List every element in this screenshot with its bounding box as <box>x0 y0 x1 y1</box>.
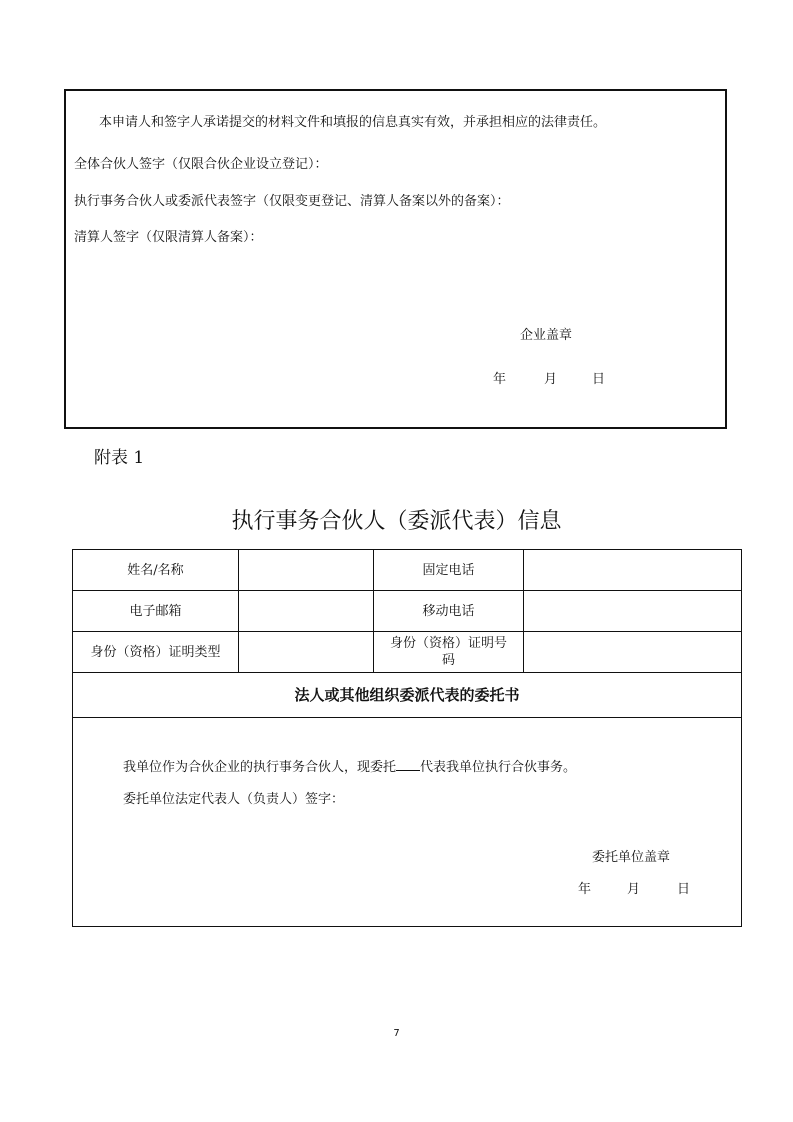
id-number-field[interactable] <box>524 632 742 673</box>
entrustment-date-year-label: 年 <box>578 882 592 897</box>
date-day-label: 日 <box>592 372 606 387</box>
name-label: 姓名/名称 <box>73 550 239 591</box>
entrustment-text <box>123 758 576 776</box>
table-row <box>73 632 742 673</box>
id-type-label: 身份（资格）证明类型 <box>73 632 239 673</box>
name-field[interactable] <box>239 550 374 591</box>
landline-label: 固定电话 <box>374 550 524 591</box>
delegate-name-blank[interactable] <box>396 758 420 771</box>
commitment-statement: 本申请人和签字人承诺提交的材料文件和填报的信息真实有效，并承担相应的法律责任。 <box>99 115 607 130</box>
enterprise-seal-label: 企业盖章 <box>520 328 573 343</box>
executive-partner-signature-label: 执行事务合伙人或委派代表签字（仅限变更登记、清算人备案以外的备案）： <box>74 194 510 209</box>
appendix-label: 附表 1 <box>94 448 145 468</box>
email-label: 电子邮箱 <box>73 591 239 632</box>
date-year-label: 年 <box>493 372 507 387</box>
table-row <box>73 718 742 927</box>
entrusting-unit-seal-label: 委托单位盖章 <box>592 850 671 865</box>
entrustment-date-day-label: 日 <box>677 882 691 897</box>
liquidator-signature-label: 清算人签字（仅限清算人备案）： <box>74 230 263 245</box>
entrustment-date-month-label: 月 <box>627 882 641 897</box>
commitment-box <box>64 89 727 429</box>
partner-info-table <box>72 549 742 927</box>
mobile-label: 移动电话 <box>374 591 524 632</box>
legal-rep-signature-label: 委托单位法定代表人（负责人）签字： <box>123 792 345 807</box>
table-row <box>73 673 742 718</box>
id-type-field[interactable] <box>239 632 374 673</box>
date-month-label: 月 <box>544 372 558 387</box>
email-field[interactable] <box>239 591 374 632</box>
entrustment-text-before: 我单位作为合伙企业的执行事务合伙人，现委托 <box>123 760 397 775</box>
entrustment-heading: 法人或其他组织委派代表的委托书 <box>73 673 742 718</box>
all-partners-signature-label: 全体合伙人签字（仅限合伙企业设立登记）： <box>74 157 328 172</box>
table-row <box>73 591 742 632</box>
landline-field[interactable] <box>524 550 742 591</box>
table-row <box>73 550 742 591</box>
id-number-label: 身份（资格）证明号码 <box>374 632 524 673</box>
entrustment-letter <box>73 718 742 927</box>
page-number: 7 <box>393 1028 400 1039</box>
entrustment-text-after: 代表我单位执行合伙事务。 <box>420 760 577 775</box>
page-title: 执行事务合伙人（委派代表）信息 <box>231 509 562 534</box>
mobile-field[interactable] <box>524 591 742 632</box>
